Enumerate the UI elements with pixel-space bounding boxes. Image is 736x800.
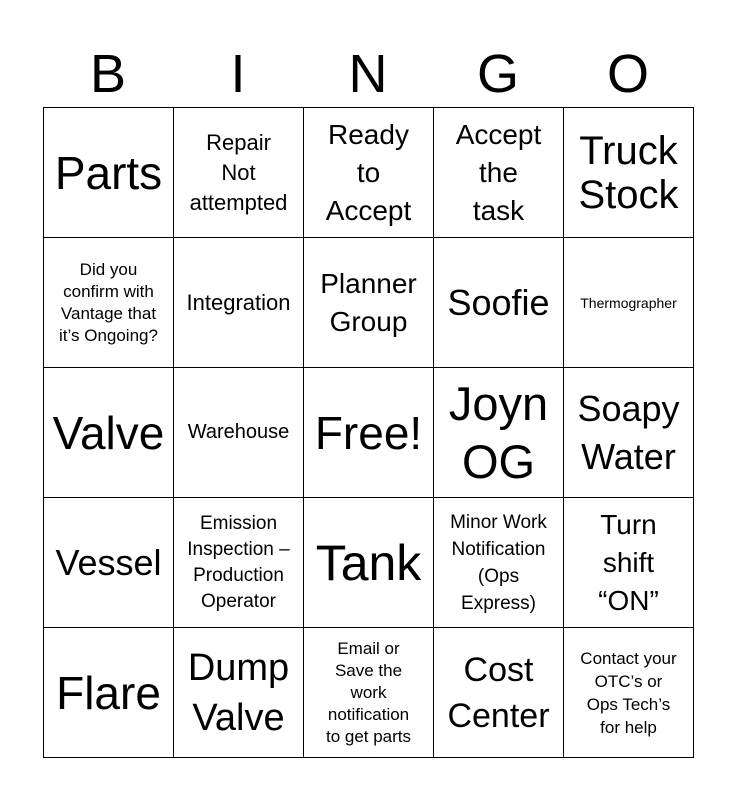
bingo-cell-r1c5[interactable] (564, 108, 694, 238)
bingo-cell-r4c1[interactable] (44, 498, 174, 628)
bingo-cell-r2c2[interactable] (174, 238, 304, 368)
cell-label: Emission Inspection – Production Operator (187, 512, 290, 612)
header-letter-i: I (230, 44, 246, 104)
cell-label: Repair Not attempted (189, 129, 288, 215)
cell-label: Dump Valve (187, 646, 290, 739)
bingo-cell-r4c2[interactable] (174, 498, 304, 628)
bingo-cell-r5c2[interactable] (174, 628, 304, 758)
cell-label: Free! (314, 406, 423, 459)
bingo-cell-r1c2[interactable] (174, 108, 304, 238)
cell-label: Parts (54, 146, 163, 199)
header-letter-n: N (348, 44, 388, 104)
header-letter-g: G (476, 44, 519, 104)
cell-label: Email or Save the work notification to get parts (325, 638, 412, 746)
cell-label: Soofie (447, 281, 550, 323)
bingo-cell-r4c4[interactable] (434, 498, 564, 628)
cell-label: Soapy Water (577, 387, 680, 477)
bingo-cell-r1c4[interactable] (434, 108, 564, 238)
bingo-cell-r4c3[interactable] (304, 498, 434, 628)
cell-label: Truck Stock (578, 128, 679, 217)
bingo-cell-r5c5[interactable] (564, 628, 694, 758)
bingo-cell-r2c5[interactable] (564, 238, 694, 368)
cell-label: Valve (52, 406, 165, 459)
cell-label: Joyn OG (448, 376, 549, 488)
cell-label: Thermographer (580, 294, 677, 311)
bingo-cell-r3c5[interactable] (564, 368, 694, 498)
cell-label: Cost Center (447, 650, 550, 735)
cell-label: Flare (56, 666, 161, 719)
cell-label: Planner Group (320, 267, 417, 337)
cell-label: Warehouse (187, 421, 290, 443)
bingo-cell-r2c1[interactable] (44, 238, 174, 368)
cell-label: Tank (315, 534, 422, 591)
cell-label: Contact your OTC’s or Ops Tech’s for help (580, 648, 677, 737)
cell-label: Turn shift “ON” (598, 508, 659, 616)
header-letter-o: O (606, 44, 649, 104)
bingo-cell-r3c2[interactable] (174, 368, 304, 498)
bingo-cell-r2c4[interactable] (434, 238, 564, 368)
cell-label: Ready to Accept (325, 118, 412, 226)
bingo-cell-r3c3[interactable] (304, 368, 434, 498)
cell-label: Vessel (55, 541, 162, 583)
bingo-cell-r3c4[interactable] (434, 368, 564, 498)
header-letter-b: B (89, 44, 127, 104)
cell-label: Accept the task (455, 118, 542, 226)
cell-label: Minor Work Notification (Ops Express) (450, 511, 547, 614)
bingo-cell-r1c3[interactable] (304, 108, 434, 238)
bingo-cell-r1c1[interactable] (44, 108, 174, 238)
bingo-board (43, 107, 694, 758)
cell-label: Did you confirm with Vantage that it’s Ongoing? (59, 259, 158, 345)
bingo-cell-r5c4[interactable] (434, 628, 564, 758)
bingo-cell-r5c3[interactable] (304, 628, 434, 758)
bingo-cell-r5c1[interactable] (44, 628, 174, 758)
bingo-header (43, 42, 693, 106)
bingo-cell-r3c1[interactable] (44, 368, 174, 498)
cell-label: Integration (186, 289, 291, 315)
bingo-cell-r4c5[interactable] (564, 498, 694, 628)
bingo-cell-r2c3[interactable] (304, 238, 434, 368)
